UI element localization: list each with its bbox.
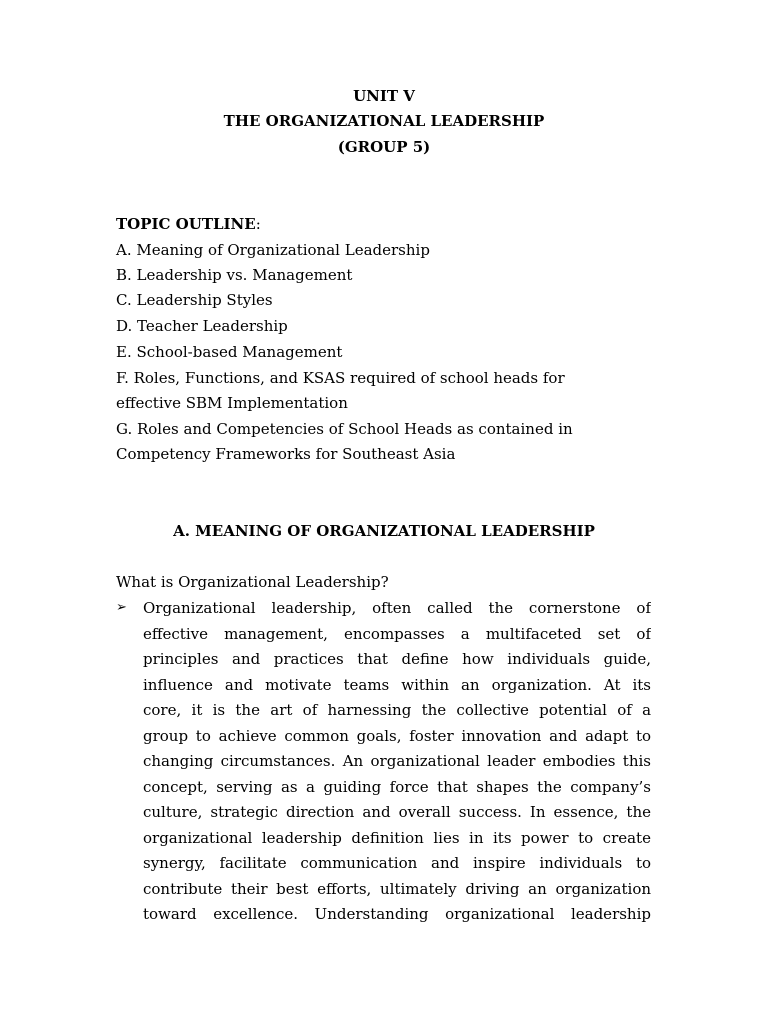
paragraph-line: influence and motivate teams within an organization. At its <box>143 676 651 694</box>
paragraph-line: contribute their best efforts, ultimately driving an organization <box>143 880 651 898</box>
outline-item: B. Leadership vs. Management <box>116 266 353 284</box>
group-label: (GROUP 5) <box>337 138 431 156</box>
arrow-bullet-icon: ➢ <box>116 600 127 615</box>
paragraph-line: Organizational leadership, often called the cornerstone of <box>143 599 651 617</box>
paragraph-line: toward excellence. Understanding organizational leadership <box>143 905 651 923</box>
outline-item-continued: effective SBM Implementation <box>116 394 348 412</box>
paragraph-line: changing circumstances. An organizational leader embodies this <box>143 752 651 770</box>
outline-heading-text: TOPIC OUTLINE <box>116 215 256 233</box>
unit-title: UNIT V <box>353 87 415 105</box>
outline-item: C. Leadership Styles <box>116 291 273 309</box>
section-a-heading: A. MEANING OF ORGANIZATIONAL LEADERSHIP <box>173 522 595 540</box>
paragraph-line: effective management, encompasses a multifaceted set of <box>143 625 651 643</box>
outline-item-continued: Competency Frameworks for Southeast Asia <box>116 445 456 463</box>
paragraph-line: organizational leadership definition lies in its power to create <box>143 829 651 847</box>
outline-item: E. School-based Management <box>116 343 343 361</box>
paragraph-line: culture, strategic direction and overall success. In essence, the <box>143 803 651 821</box>
paragraph-line: synergy, facilitate communication and inspire individuals to <box>143 854 651 872</box>
paragraph-line: principles and practices that define how individuals guide, <box>143 650 651 668</box>
outline-item: F. Roles, Functions, and KSAS required of school heads for <box>116 369 565 387</box>
paragraph-line: core, it is the art of harnessing the collective potential of a <box>143 701 651 719</box>
document-title: THE ORGANIZATIONAL LEADERSHIP <box>223 112 545 130</box>
section-a-question: What is Organizational Leadership? <box>116 573 389 591</box>
outline-item: A. Meaning of Organizational Leadership <box>116 241 430 259</box>
outline-item: G. Roles and Competencies of School Heads as contained in <box>116 420 573 438</box>
paragraph-line: concept, serving as a guiding force that shapes the company’s <box>143 778 651 796</box>
paragraph-line: group to achieve common goals, foster innovation and adapt to <box>143 727 651 745</box>
outline-heading <box>116 214 261 234</box>
outline-item: D. Teacher Leadership <box>116 317 288 335</box>
outline-heading-colon: : <box>255 215 261 233</box>
